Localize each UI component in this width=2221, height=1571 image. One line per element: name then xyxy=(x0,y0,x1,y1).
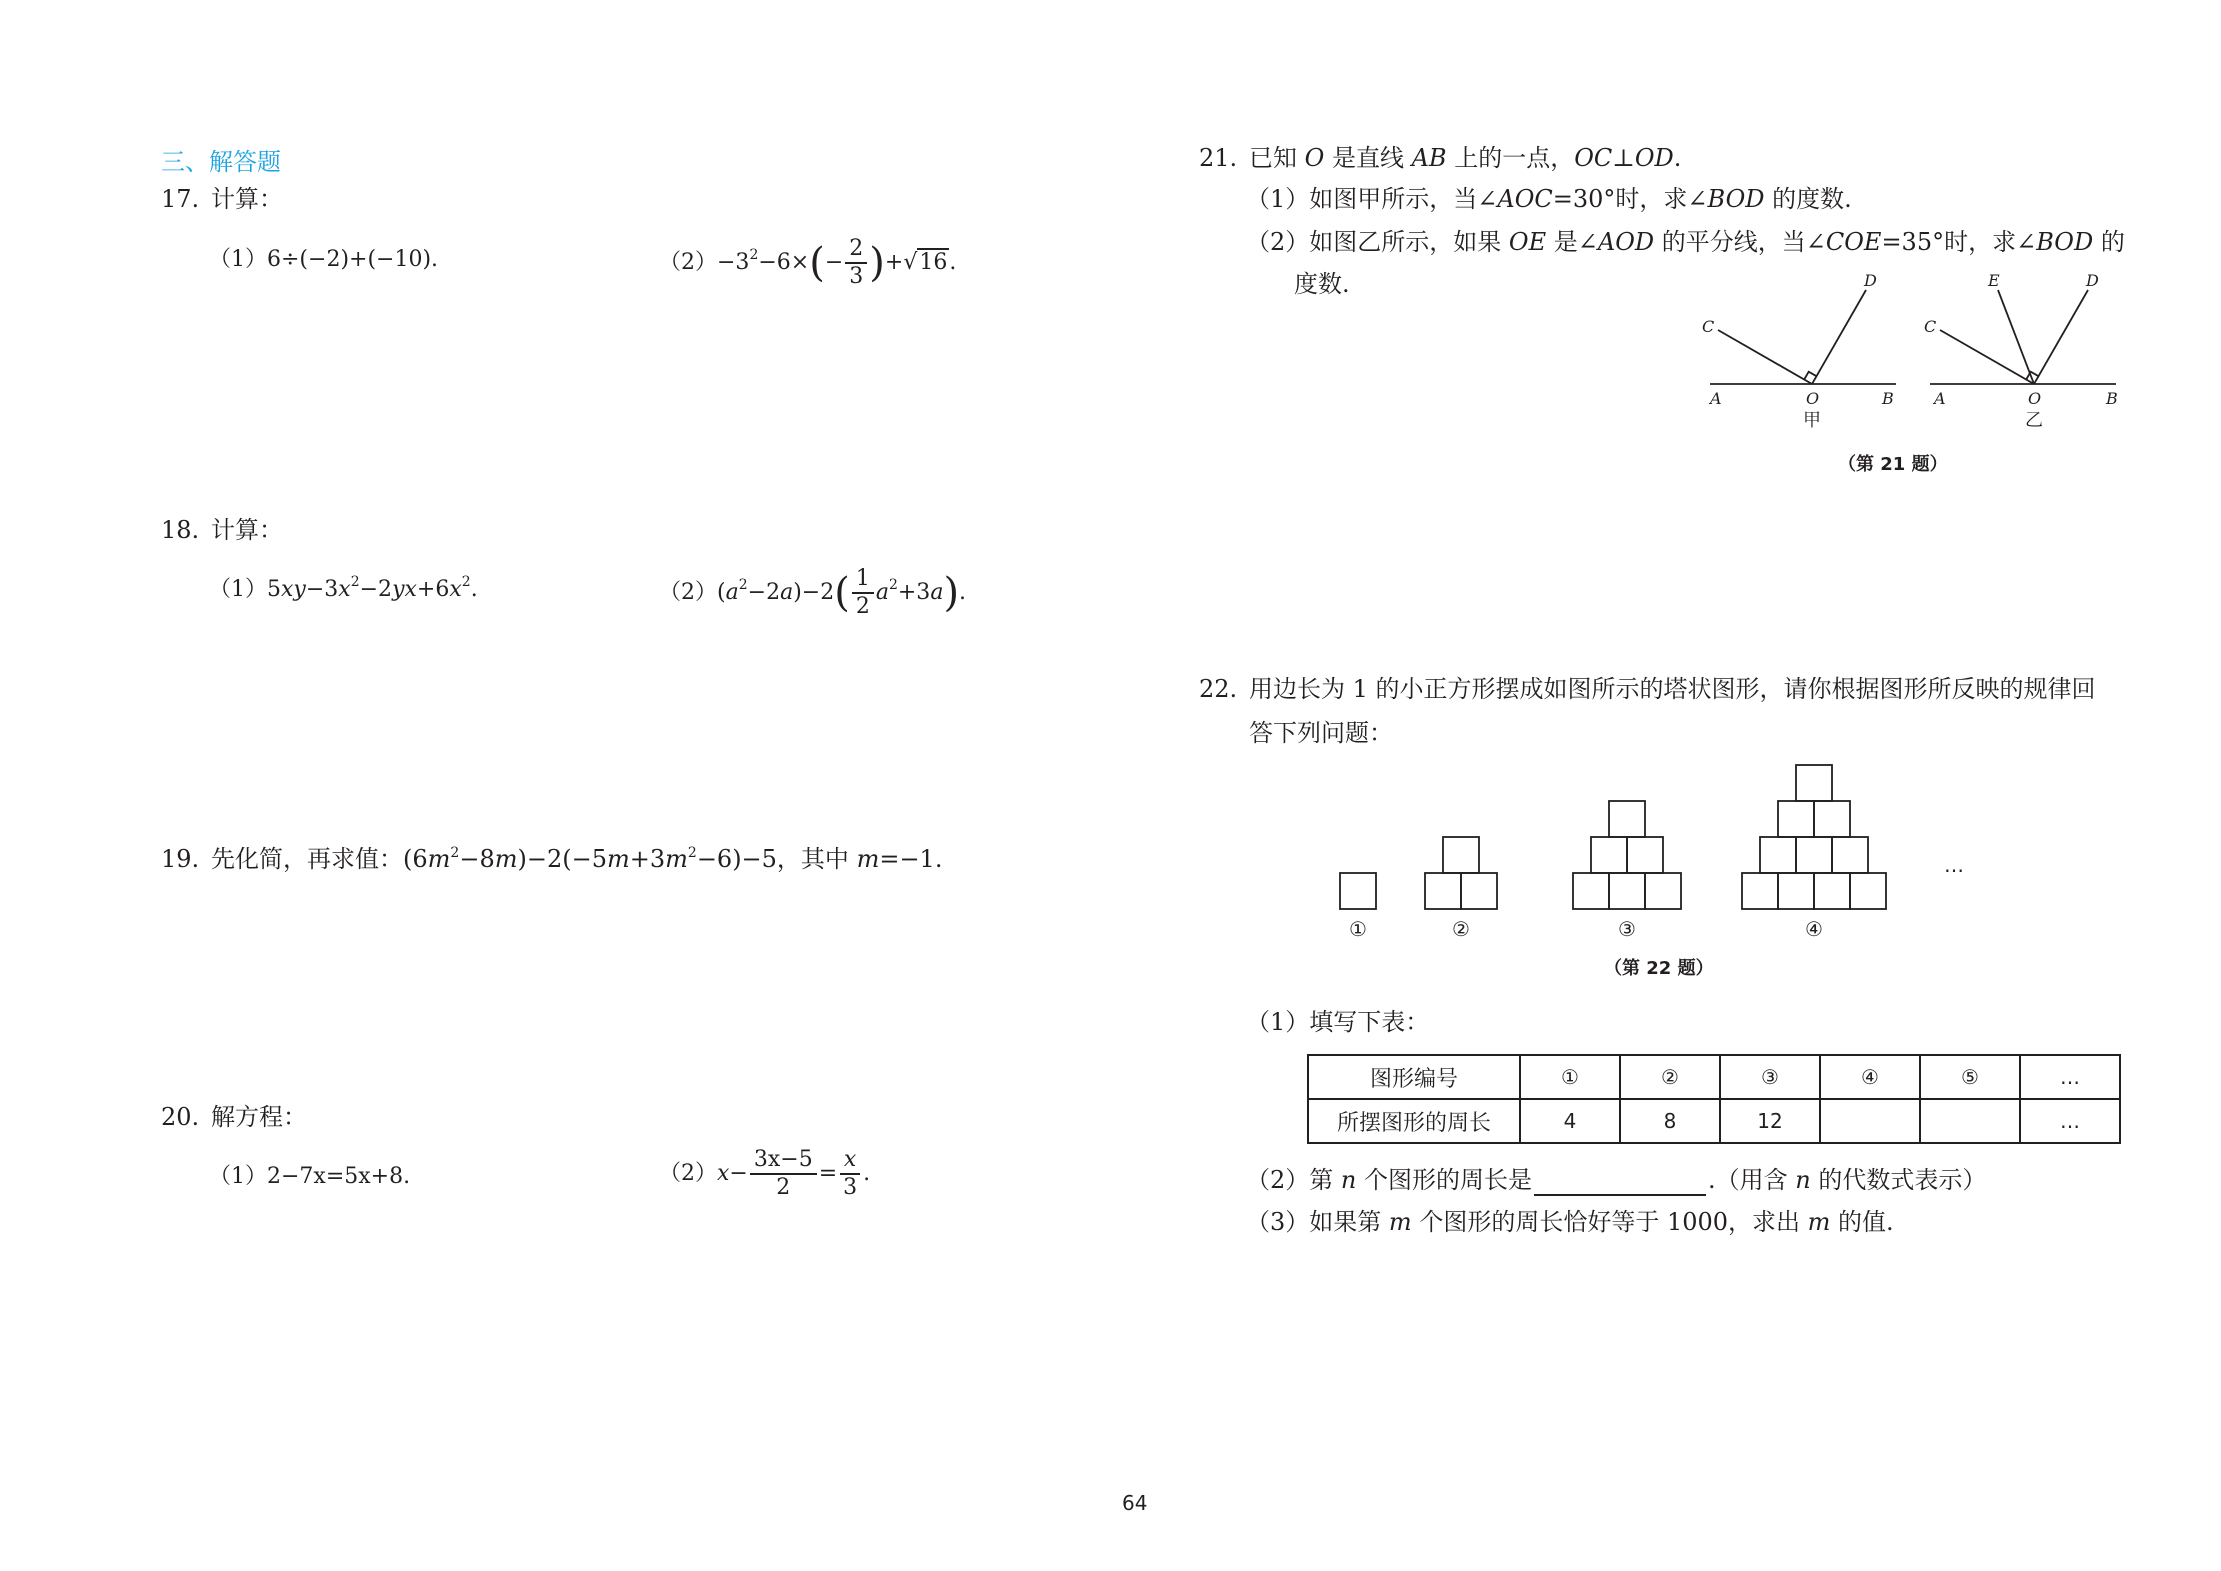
question-22-stem-cont: 答下列问题： xyxy=(1249,719,1393,747)
figure-ellipsis: … xyxy=(1944,853,1964,877)
table-cell: 4 xyxy=(1520,1099,1620,1143)
square xyxy=(1850,873,1886,909)
question-17-part-1: （1）6÷(−2)+(−10). xyxy=(209,247,439,272)
square xyxy=(1778,801,1814,837)
square xyxy=(1796,765,1832,801)
question-22-part-2: （2）第 n 个图形的周长是 .（用含 n 的代数式表示） xyxy=(1246,1166,1987,1194)
table-cell: 图形编号 xyxy=(1308,1055,1520,1099)
question-18-part-1: $(1)5xy-3x^2-2yx+6x^2$. xyxy=(209,574,478,602)
square xyxy=(1742,873,1778,909)
question-22-stem: 22. 用边长为 1 的小正方形摆成如图所示的塔状图形，请你根据图形所反映的规律回 xyxy=(1199,675,2096,703)
ray-od xyxy=(1812,290,1866,384)
perimeter-table xyxy=(1307,1054,2121,1144)
tower-label-3: ③ xyxy=(1618,917,1636,941)
tower-label-2: ② xyxy=(1452,917,1470,941)
table-cell: ② xyxy=(1620,1055,1720,1099)
question-17-title: 17. 计算： xyxy=(161,185,283,213)
table-cell: ⑤ xyxy=(1920,1055,2020,1099)
table-cell: ④ xyxy=(1820,1055,1920,1099)
question-18-part-2: $(2)(a^2-2a)-2$( $\frac{1}{2}$ $a^2+3a$). xyxy=(659,566,967,619)
page-number: 64 xyxy=(1122,1491,1148,1515)
fraction-one-half: $\frac{1}{2}$ xyxy=(852,566,874,620)
square xyxy=(1814,801,1850,837)
table-cell-empty[interactable] xyxy=(1820,1099,1920,1143)
table-row xyxy=(1308,1055,2120,1099)
table-row xyxy=(1308,1099,2120,1143)
table-cell: … xyxy=(2020,1055,2120,1099)
ray-od xyxy=(2034,290,2088,384)
fraction-two-thirds: $\frac{2}{3}$ xyxy=(845,236,867,290)
square xyxy=(1609,873,1645,909)
answer-blank[interactable] xyxy=(1534,1170,1706,1196)
square xyxy=(1591,837,1627,873)
table-cell-empty[interactable] xyxy=(1920,1099,2020,1143)
question-17-part-2: $(2)-3^2-6\times(-$ $\frac{2}{3}$ )+√16. xyxy=(659,236,957,289)
ray-oe xyxy=(1998,290,2034,384)
label-b: B xyxy=(1882,389,1894,408)
question-21-stem: 21. 已知 O 是直线 AB 上的一点，OC⊥OD. xyxy=(1199,144,1682,172)
square xyxy=(1760,837,1796,873)
square xyxy=(1609,801,1645,837)
question-18-title: 18. 计算： xyxy=(161,516,283,544)
label-b: B xyxy=(2106,389,2118,408)
question-21-part-2: （2）如图乙所示，如果 OE 是∠AOD 的平分线，当∠COE=35°时，求∠BOD 的 xyxy=(1246,228,2125,256)
question-20-part-2: （2）x− $\frac{3x-5}{2}$ = $\frac{x}{3}$ . xyxy=(659,1147,871,1200)
label-c: C xyxy=(1924,317,1937,336)
question-20-part-1: （1）2−7x=5x+8. xyxy=(209,1164,411,1189)
tower-label-4: ④ xyxy=(1805,917,1823,941)
question-20-title: 20. 解方程： xyxy=(161,1103,307,1131)
figure-name-yi: 乙 xyxy=(2025,410,2043,431)
question-19: 19. 先化简，再求值：$(6m^2-8m)-2(-5m+3m^2-6)-5$，其中 m=−1. xyxy=(161,845,943,873)
label-e: E xyxy=(1988,271,2000,290)
label-a: A xyxy=(1710,389,1722,408)
square xyxy=(1796,837,1832,873)
label-d: D xyxy=(2086,271,2099,290)
square xyxy=(1627,837,1663,873)
fraction-3x-5-over-2: $\frac{3x-5}{2}$ xyxy=(750,1147,817,1201)
square xyxy=(1461,873,1497,909)
table-cell: 12 xyxy=(1720,1099,1820,1143)
table-cell: 所摆图形的周长 xyxy=(1308,1099,1520,1143)
figure-21-right xyxy=(1930,290,2116,384)
tower-label-1: ① xyxy=(1349,917,1367,941)
table-cell: ① xyxy=(1520,1055,1620,1099)
figure-21-left xyxy=(1710,290,1896,384)
square xyxy=(1814,873,1850,909)
square xyxy=(1778,873,1814,909)
figure-21 xyxy=(1690,262,2130,482)
square xyxy=(1573,873,1609,909)
table-cell: … xyxy=(2020,1099,2120,1143)
square xyxy=(1443,837,1479,873)
question-21-part-1: （1）如图甲所示，当∠AOC=30°时，求∠BOD 的度数. xyxy=(1246,185,1852,213)
question-22-part-3: （3）如果第 m 个图形的周长恰好等于 1000，求出 m 的值. xyxy=(1246,1208,1894,1236)
label-o: O xyxy=(2028,389,2042,408)
square xyxy=(1645,873,1681,909)
label-a: A xyxy=(1934,389,1946,408)
label-d: D xyxy=(1864,271,1877,290)
fraction-x-over-3: $\frac{x}{3}$ xyxy=(839,1147,861,1201)
square xyxy=(1340,873,1376,909)
question-21-part-2-cont: 度数. xyxy=(1294,270,1350,298)
square xyxy=(1425,873,1461,909)
label-c: C xyxy=(1702,317,1715,336)
ray-oc xyxy=(1940,330,2034,384)
figure-name-jia: 甲 xyxy=(1803,410,1821,431)
figure-22 xyxy=(1330,760,2010,946)
label-o: O xyxy=(1806,389,1820,408)
table-cell: ③ xyxy=(1720,1055,1820,1099)
table-cell: 8 xyxy=(1620,1099,1720,1143)
ray-oc xyxy=(1718,330,1812,384)
square xyxy=(1832,837,1868,873)
section-title: 三、解答题 xyxy=(161,148,281,176)
figure-22-caption: （第 22 题） xyxy=(1604,958,1714,979)
question-22-part-1: （1）填写下表： xyxy=(1246,1008,1430,1036)
figure-21-caption: （第 21 题） xyxy=(1838,454,1948,475)
